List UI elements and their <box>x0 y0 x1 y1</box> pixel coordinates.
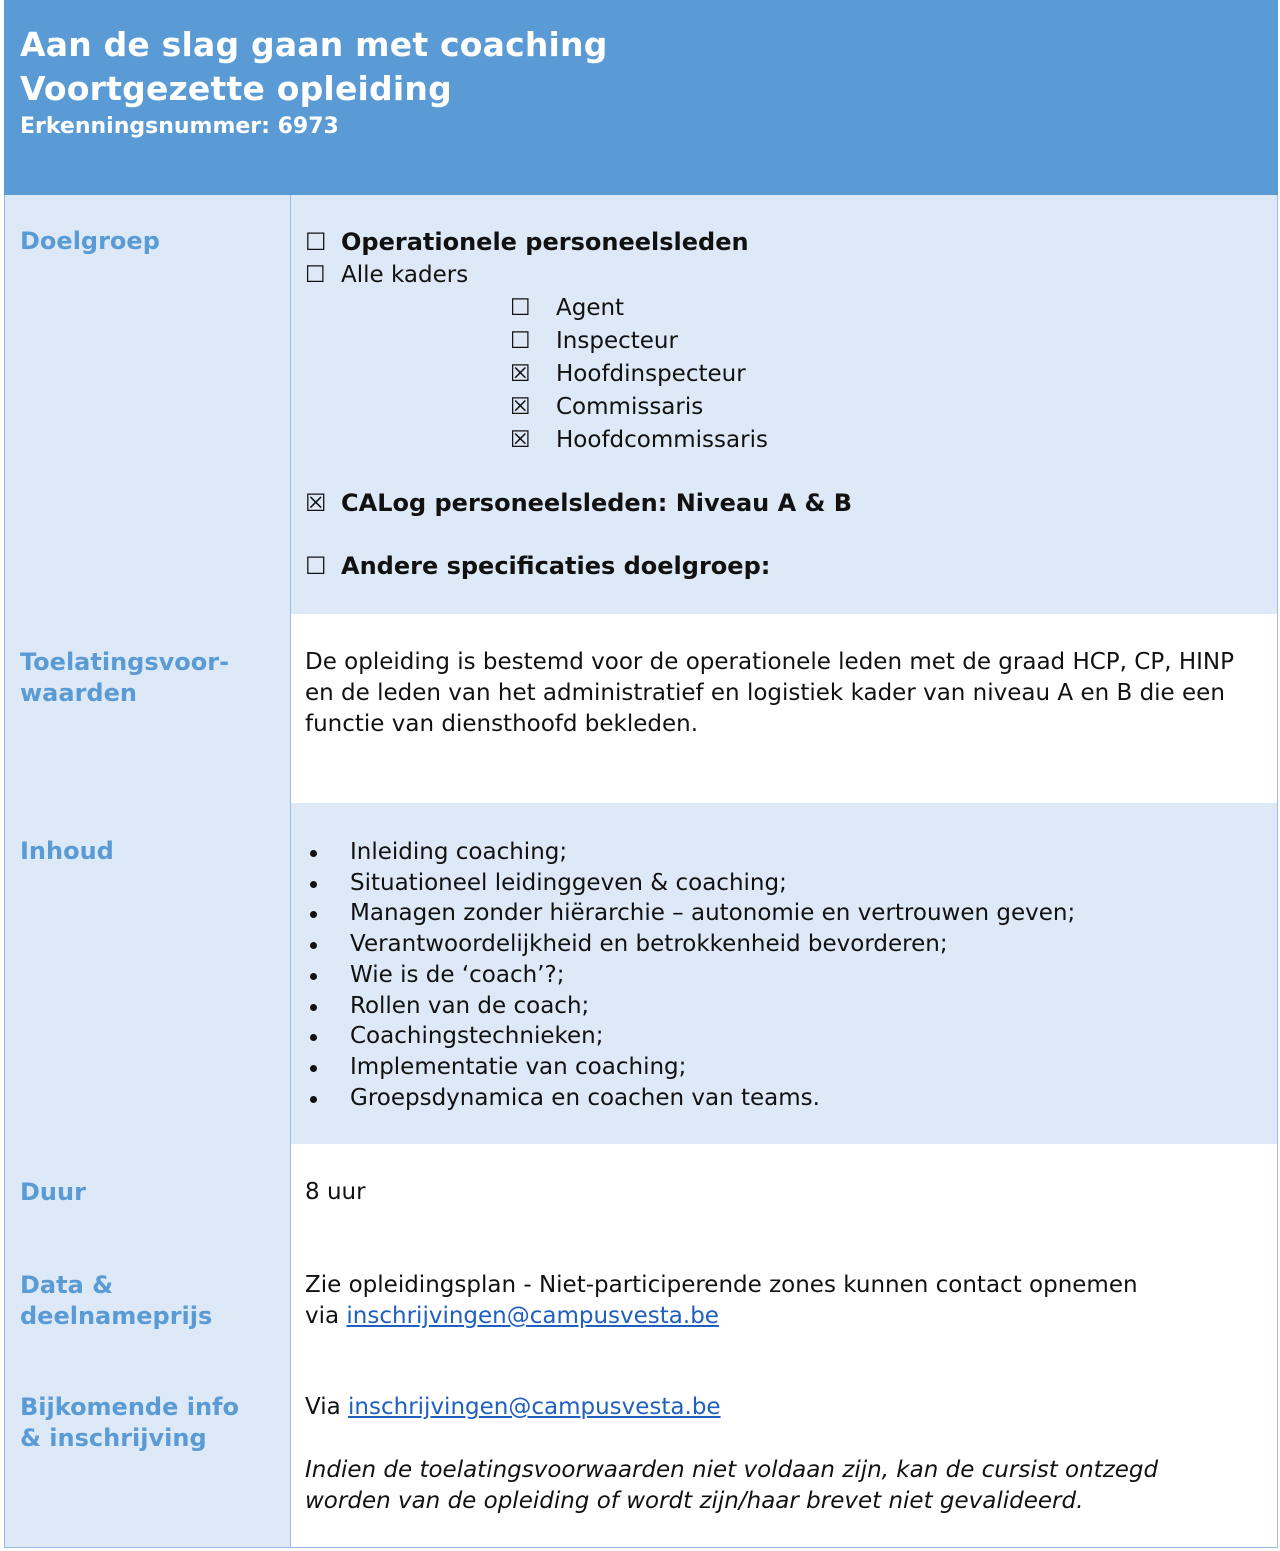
checkbox-andere: ☐ <box>305 552 327 580</box>
label-inhoud: Inhoud <box>20 837 114 865</box>
list-item: Implementatie van coaching; <box>305 1052 1075 1083</box>
option-calog <box>305 487 852 520</box>
option-alle-kaders <box>305 259 468 292</box>
email-link[interactable]: inschrijvingen@campusvesta.be <box>348 1394 721 1420</box>
list-item: Wie is de ‘coach’?; <box>305 960 1075 991</box>
option-hoofdcommissaris <box>510 424 768 457</box>
list-item: Inleiding coaching; <box>305 837 1075 868</box>
row-bijkomende <box>4 1361 1278 1548</box>
course-level: Voortgezette opleiding <box>20 69 452 108</box>
option-operationele <box>305 226 749 259</box>
option-label: Commissaris <box>556 394 704 420</box>
bijkomende-contact: Via inschrijvingen@campusvesta.be <box>305 1394 721 1420</box>
option-inspecteur <box>510 325 678 358</box>
option-commissaris <box>510 391 703 424</box>
checkbox-inspecteur: ☐ <box>510 328 531 354</box>
checkbox-alle-kaders: ☐ <box>305 262 326 288</box>
option-label: Inspecteur <box>556 328 678 354</box>
row-inhoud <box>4 803 1278 1145</box>
option-label: Andere specificaties doelgroep: <box>341 552 771 580</box>
email-link[interactable]: inschrijvingen@campusvesta.be <box>346 1303 719 1329</box>
list-item: Situationeel leidinggeven & coaching; <box>305 868 1075 899</box>
list-item: Managen zonder hiërarchie – autonomie en vertrouwen geven; <box>305 898 1075 929</box>
option-andere <box>305 550 770 583</box>
checkbox-calog: ☒ <box>305 489 327 517</box>
row-duur <box>4 1144 1278 1238</box>
label-bijkomende: Bijkomende info & inschrijving <box>20 1393 239 1452</box>
option-label: Operationele personeelsleden <box>341 228 749 256</box>
option-label: Hoofdcommissaris <box>556 427 768 453</box>
option-label: Agent <box>556 295 625 321</box>
label-data-prijs: Data & deelnameprijs <box>20 1271 213 1330</box>
label-duur: Duur <box>20 1178 86 1206</box>
checkbox-agent: ☐ <box>510 295 531 321</box>
checkbox-commissaris: ☒ <box>510 394 531 420</box>
option-agent <box>510 292 624 325</box>
row-data-prijs <box>4 1237 1278 1362</box>
recognition-number: Erkenningsnummer: 6973 <box>20 114 339 139</box>
course-sheet <box>4 0 1278 1549</box>
bijkomende-note: Indien de toelatingsvoorwaarden niet voldaan zijn, kan de cursist ontzegd worden van de opleiding of wordt zijn/haar brevet niet gevalideerd. <box>305 1457 1159 1514</box>
checkbox-hoofdinspecteur: ☒ <box>510 361 531 387</box>
row-toelating <box>4 614 1278 804</box>
list-item: Groepsdynamica en coachen van teams. <box>305 1083 1075 1114</box>
header-banner <box>4 0 1278 195</box>
option-label: Hoofdinspecteur <box>556 361 746 387</box>
option-hoofdinspecteur <box>510 358 746 391</box>
list-item: Coachingstechnieken; <box>305 1021 1075 1052</box>
toelating-text: De opleiding is bestemd voor de operationele leden met de graad HCP, CP, HINP en de leden van het administratief en logistiek kader van niveau A en B die een functie van diensthoofd bekleden. <box>305 649 1234 737</box>
label-doelgroep: Doelgroep <box>20 227 160 255</box>
option-label: CALog personeelsleden: Niveau A & B <box>341 489 853 517</box>
list-item: Verantwoordelijkheid en betrokkenheid bevorderen; <box>305 929 1075 960</box>
course-title: Aan de slag gaan met coaching <box>20 25 608 64</box>
row-doelgroep <box>4 195 1278 615</box>
checkbox-hoofdcommissaris: ☒ <box>510 427 531 453</box>
content-list <box>305 837 1075 1113</box>
option-label: Alle kaders <box>341 262 469 288</box>
checkbox-operationele: ☐ <box>305 228 327 256</box>
duur-value: 8 uur <box>305 1179 366 1205</box>
list-item: Rollen van de coach; <box>305 991 1075 1022</box>
data-prijs-text: Zie opleidingsplan - Niet-participerende zones kunnen contact opnemen via inschrijvingen@campusvesta.be <box>305 1272 1138 1329</box>
label-toelating: Toelatingsvoor- waarden <box>20 648 230 707</box>
